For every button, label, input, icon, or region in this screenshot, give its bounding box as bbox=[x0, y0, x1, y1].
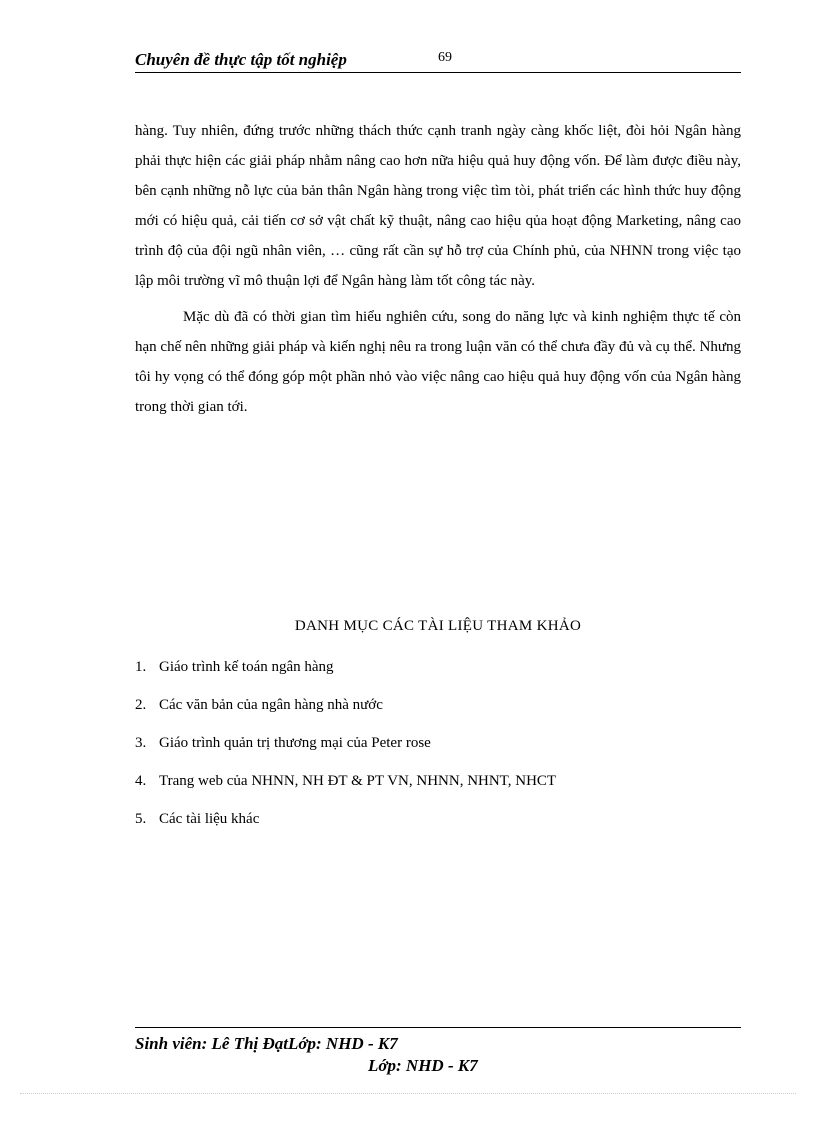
references-title: DANH MỤC CÁC TÀI LIỆU THAM KHẢO bbox=[294, 618, 582, 634]
body-text bbox=[135, 116, 741, 428]
reference-text: Trang web của NHNN, NH ĐT & PT VN, NHNN, NHNT, NHCT bbox=[159, 773, 557, 789]
paragraph-1: hàng. Tuy nhiên, đứng trước những thách thức cạnh tranh ngày càng khốc liệt, đòi hỏi Ngân hàng phải thực hiện các giải pháp nhằm nâng cao hơn nữa hiệu quả huy động vốn. Để làm được điều này, bên cạnh những nỗ lực của bản thân Ngân hàng trong việc tìm tòi, phát triển các hình thức huy động mới có hiệu quả, cải tiến cơ sở vật chất kỹ thuật, nâng cao hiệu qủa hoạt động Marketing, nâng cao trình độ của đội ngũ nhân viên, … cũng rất cần sự hỗ trợ của Chính phủ, của NHNN trong việc tạo lập môi trường vĩ mô thuận lợi để Ngân hàng làm tốt công tác này. bbox=[135, 123, 741, 289]
reference-number: 4. bbox=[135, 773, 147, 789]
reference-item bbox=[135, 730, 741, 768]
footer-class: Lớp: NHD - K7 bbox=[368, 1056, 478, 1075]
reference-number: 2. bbox=[135, 697, 147, 713]
paragraph-2: Mặc dù đã có thời gian tìm hiểu nghiên cứu, song do năng lực và kinh nghiệm thực tế còn hạn chế nên những giải pháp và kiến nghị nêu ra trong luận văn có thể chưa đầy đủ và cụ thể. Nhưng tôi hy vọng có thể đóng góp một phần nhỏ vào việc nâng cao hiệu quả huy động vốn của Ngân hàng trong thời gian tới. bbox=[135, 309, 741, 415]
reference-text: Giáo trình kế toán ngân hàng bbox=[159, 659, 334, 675]
footer-divider bbox=[135, 1027, 741, 1028]
reference-item bbox=[135, 806, 741, 844]
header-title: Chuyên đề thực tập tốt nghiệp bbox=[135, 50, 347, 69]
page-header bbox=[135, 48, 741, 73]
page-number: 69 bbox=[438, 50, 452, 65]
reference-number: 1. bbox=[135, 659, 147, 675]
reference-text: Các văn bản của ngân hàng nhà nước bbox=[159, 697, 383, 713]
reference-item bbox=[135, 768, 741, 806]
footer-student: Sinh viên: Lê Thị ĐạtLớp: NHD - K7 bbox=[135, 1034, 398, 1053]
reference-number: 3. bbox=[135, 735, 147, 751]
reference-text: Các tài liệu khác bbox=[159, 811, 260, 827]
reference-item bbox=[135, 692, 741, 730]
reference-number: 5. bbox=[135, 811, 147, 827]
references-list bbox=[135, 654, 741, 844]
reference-text: Giáo trình quản trị thương mại của Peter rose bbox=[159, 735, 431, 751]
page-edge-divider bbox=[20, 1093, 796, 1094]
reference-item bbox=[135, 654, 741, 692]
